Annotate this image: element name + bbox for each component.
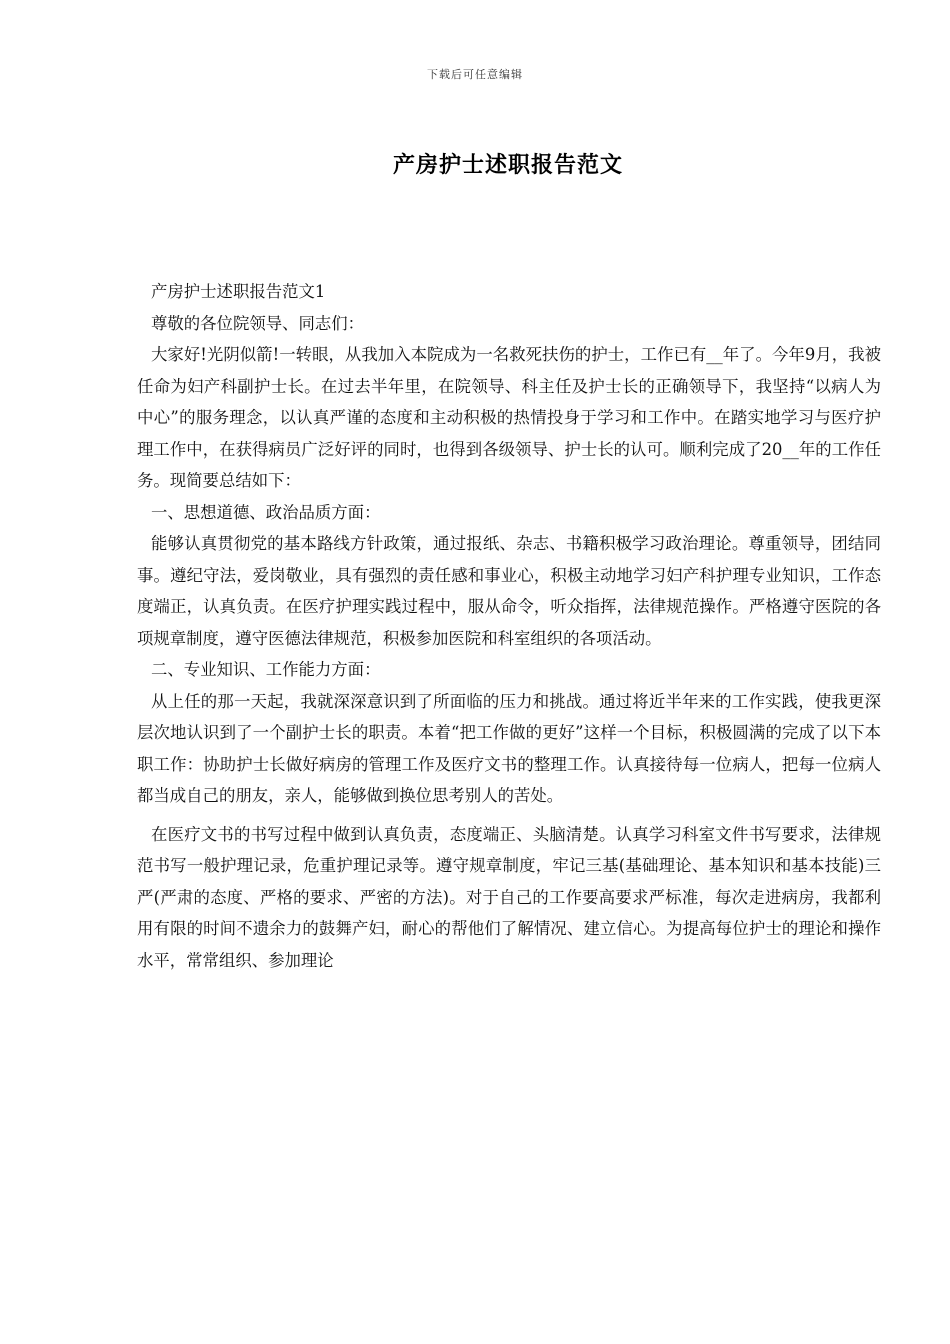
- paragraph-subtitle: 产房护士述职报告范文1: [151, 282, 326, 301]
- document-body: [137, 276, 881, 976]
- document-title: 产房护士述职报告范文: [392, 152, 623, 178]
- paragraph-intro: 大家好!光阴似箭!一转眼，从我加入本院成为一名救死扶伤的护士，工作已有__年了。今年9月，我被任命为妇产科副护士长。在过去半年里，在院领导、科主任及护士长的正确领导下，我坚持“以病人为中心”的服务理念，以认真严谨的态度和主动积极的热情投身于学习和工作中。在踏实地学习与医疗护理工作中，在获得病员广泛好评的同时，也得到各级领导、护士长的认可。顺利完成了20__年的工作任务。现简要总结如下：: [137, 345, 881, 490]
- paragraph-section-2: 从上任的那一天起，我就深深意识到了所面临的压力和挑战。通过将近半年来的工作实践，使我更深层次地认识到了一个副护士长的职责。本着“把工作做的更好”这样一个目标，积极圆满的完成了以下本职工作：协助护士长做好病房的管理工作及医疗文书的整理工作。认真接待每一位病人，把每一位病人都当成自己的朋友，亲人，能够做到换位思考别人的苦处。: [137, 691, 881, 805]
- section-heading-2: 二、专业知识、工作能力方面：: [151, 660, 381, 679]
- paragraph-salutation: 尊敬的各位院领导、同志们：: [151, 313, 365, 333]
- header-note: 下载后可任意编辑: [427, 68, 523, 81]
- paragraph-section-1: 能够认真贯彻党的基本路线方针政策，通过报纸、杂志、书籍积极学习政治理论。尊重领导，团结同事。遵纪守法，爱岗敬业，具有强烈的责任感和事业心，积极主动地学习妇产科护理专业知识，工作态度端正，认真负责。在医疗护理实践过程中，服从命令，听众指挥，法律规范操作。严格遵守医院的各项规章制度，遵守医德法律规范，积极参加医院和科室组织的各项活动。: [137, 534, 881, 648]
- section-heading-1: 一、思想道德、政治品质方面：: [151, 502, 381, 522]
- paragraph-documents: 在医疗文书的书写过程中做到认真负责，态度端正、头脑清楚。认真学习科室文件书写要求，法律规范书写一般护理记录，危重护理记录等。遵守规章制度，牢记三基(基础理论、基本知识和基本技能)三严(严肃的态度、严格的要求、严密的方法)。对于自己的工作要高要求严标准，每次走进病房，我都利用有限的时间不遗余力的鼓舞产妇，耐心的帮他们了解情况、建立信心。为提高每位护士的理论和操作水平，常常组织、参加理论: [137, 824, 881, 970]
